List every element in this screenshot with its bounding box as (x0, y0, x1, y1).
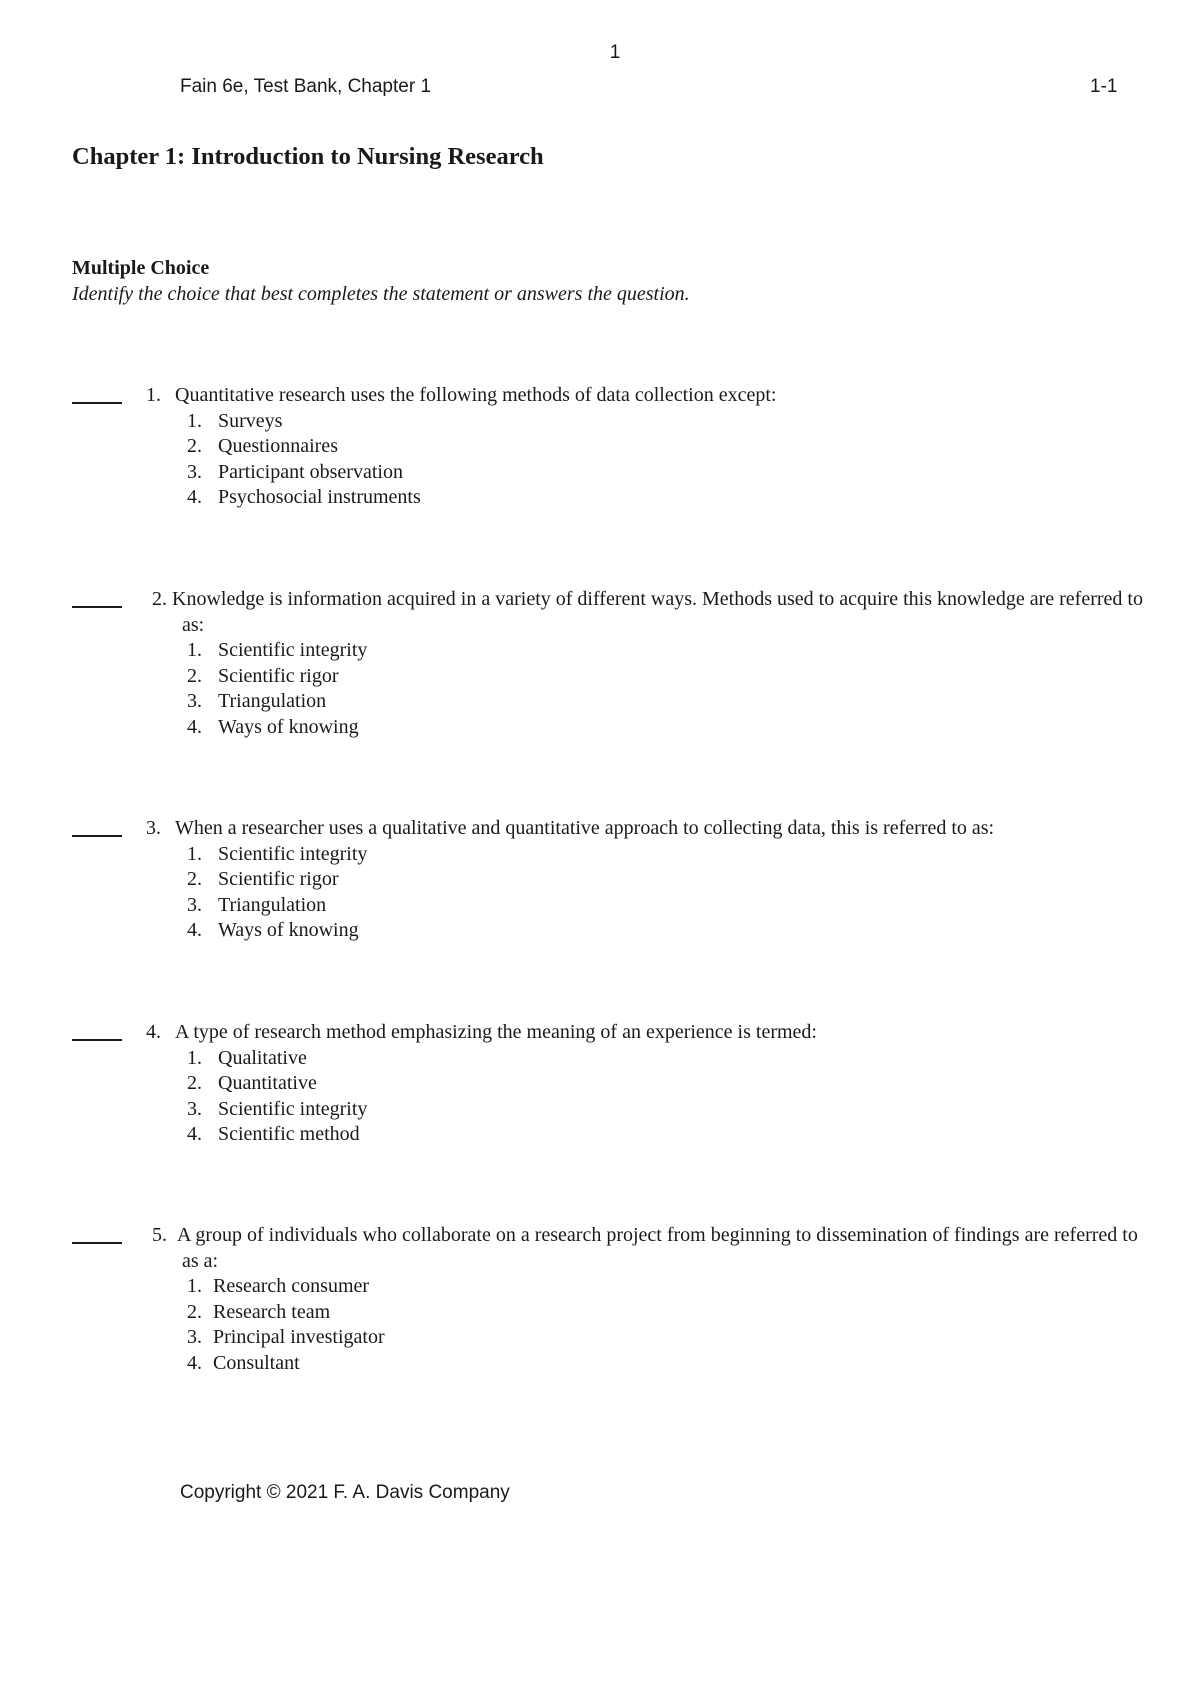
running-head: Fain 6e, Test Bank, Chapter 1 (180, 76, 432, 97)
choice-number: 4. (187, 486, 202, 508)
copyright: Copyright © 2021 F. A. Davis Company (180, 1482, 510, 1503)
choice-text: Psychosocial instruments (218, 486, 421, 508)
choice-text: Triangulation (218, 893, 327, 916)
instructions: Identify the choice that best completes the statement or answers the question. (72, 283, 690, 305)
choice-number: 1. (187, 639, 202, 661)
answer-blank[interactable] (72, 402, 122, 404)
choice-text: Scientific method (218, 1123, 360, 1145)
answer-blank[interactable] (72, 1242, 122, 1244)
choice-number: 3. (187, 1097, 202, 1120)
choice-number: 3. (187, 893, 202, 916)
choice-text: Triangulation (218, 690, 327, 712)
question-number: 3. (146, 817, 161, 839)
choice-number: 1. (187, 1046, 202, 1069)
choice-text: Participant observation (218, 460, 403, 483)
choice-number: 1. (187, 842, 202, 865)
choice-number: 3. (187, 460, 202, 483)
page-number: 1 (609, 42, 621, 63)
question-stem: A type of research method emphasizing the meaning of an experience is termed: (175, 1021, 817, 1043)
choice-text: Consultant (213, 1351, 300, 1374)
choice-number: 1. (187, 1275, 202, 1297)
question-stem-text: A group of individuals who collaborate on a research project from beginning to dissemination of findings are referred to as a: (177, 1224, 1138, 1272)
section-heading: Multiple Choice (72, 257, 210, 279)
question-number: 2. (152, 588, 167, 610)
choice-text: Research consumer (213, 1275, 370, 1297)
choice-number: 4. (187, 1123, 202, 1145)
choice-number: 2. (187, 435, 202, 457)
choice-number: 4. (187, 715, 202, 738)
answer-blank[interactable] (72, 1039, 122, 1041)
choice-text: Scientific rigor (218, 664, 339, 687)
question-stem (152, 587, 1143, 638)
choice-text: Questionnaires (218, 435, 338, 457)
choice-text: Scientific integrity (218, 1097, 368, 1120)
choice-text: Scientific rigor (218, 868, 339, 890)
choice-text: Ways of knowing (218, 715, 359, 738)
choice-text: Quantitative (218, 1072, 317, 1094)
choice-text: Qualitative (218, 1046, 307, 1069)
choice-text: Scientific integrity (218, 639, 368, 661)
choice-number: 2. (187, 1072, 202, 1094)
question-number: 1. (146, 384, 161, 406)
choice-number: 2. (187, 868, 202, 890)
chapter-title: Chapter 1: Introduction to Nursing Research (72, 143, 544, 170)
choice-number: 3. (187, 1326, 202, 1348)
question-stem-text: Knowledge is information acquired in a variety of different ways. Methods used to acquire this knowledge are referred to as: (172, 588, 1143, 636)
choice-number: 3. (187, 690, 202, 712)
choice-text: Scientific integrity (218, 842, 368, 865)
choice-number: 2. (187, 1300, 202, 1323)
choice-number: 1. (187, 409, 202, 432)
folio: 1-1 (1090, 76, 1118, 97)
question-number: 4. (146, 1021, 161, 1043)
choice-number: 4. (187, 1351, 202, 1374)
choice-number: 4. (187, 919, 202, 941)
choice-text: Surveys (218, 409, 283, 432)
choice-text: Research team (213, 1300, 331, 1323)
answer-blank[interactable] (72, 835, 122, 837)
question-stem: Quantitative research uses the following methods of data collection except: (175, 384, 777, 406)
question-number: 5. (152, 1224, 167, 1246)
choice-text: Principal investigator (213, 1326, 385, 1348)
question-stem: When a researcher uses a qualitative and quantitative approach to collecting data, this is referred to as: (175, 817, 995, 839)
answer-blank[interactable] (72, 606, 122, 608)
choice-number: 2. (187, 664, 202, 687)
choice-text: Ways of knowing (218, 919, 359, 941)
question-stem (152, 1223, 1143, 1274)
